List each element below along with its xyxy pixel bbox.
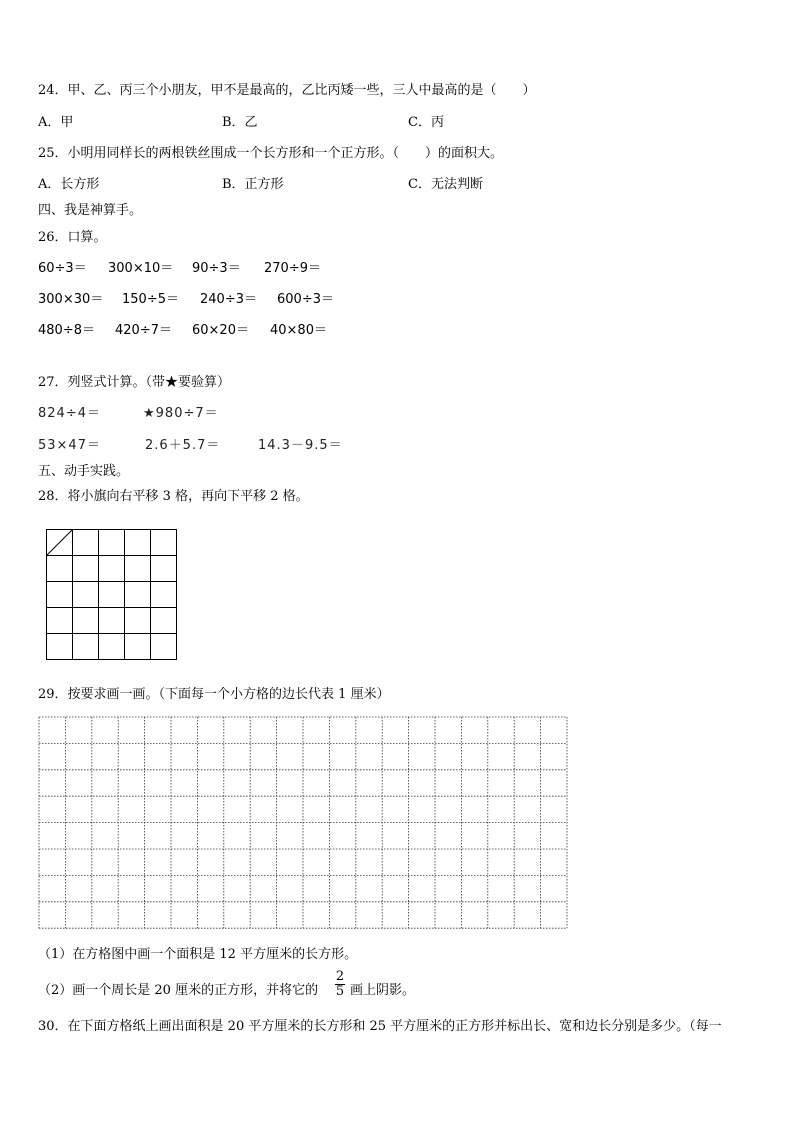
q26-item: 300×30＝ bbox=[38, 292, 104, 307]
q26-item: 40×80＝ bbox=[270, 323, 327, 338]
question-28-text: 28．将小旗向右平移 3 格，再向下平移 2 格。 bbox=[38, 489, 309, 504]
q26-item: 600÷3＝ bbox=[277, 292, 334, 307]
question-27-text: 27．列竖式计算。（带★要验算） bbox=[38, 375, 231, 390]
flag-grid bbox=[45, 528, 179, 662]
fraction-denominator: 5 bbox=[335, 984, 345, 999]
q29-sub-2-prefix: （2）画一个周长是 20 厘米的正方形，并将它的 bbox=[38, 983, 319, 998]
q26-item: 420÷7＝ bbox=[115, 323, 172, 338]
q26-item: 60×20＝ bbox=[192, 323, 249, 338]
q24-option-c: C．丙 bbox=[408, 115, 444, 130]
section-4-heading: 四、我是神算手。 bbox=[38, 203, 143, 218]
q24-option-a: A．甲 bbox=[38, 115, 74, 130]
section-5-heading: 五、动手实践。 bbox=[38, 464, 130, 479]
q26-item: 480÷8＝ bbox=[38, 323, 95, 338]
fraction-two-fifths bbox=[334, 970, 346, 998]
question-26-text: 26．口算。 bbox=[38, 230, 107, 245]
q26-item: 150÷5＝ bbox=[122, 292, 179, 307]
q25-option-b: B．正方形 bbox=[222, 177, 284, 192]
q26-item: 300×10＝ bbox=[108, 261, 174, 276]
q27-item: 2.6＋5.7＝ bbox=[145, 438, 221, 453]
q27-item: ★980÷7＝ bbox=[143, 406, 219, 421]
q26-item: 240÷3＝ bbox=[200, 292, 257, 307]
q26-item: 270÷9＝ bbox=[264, 261, 321, 276]
question-30-text: 30．在下面方格纸上画出面积是 20 平方厘米的长方形和 25 平方厘米的正方形并标出长、宽和边长分别是多少。（每一 bbox=[38, 1019, 722, 1034]
q27-item: 14.3－9.5＝ bbox=[258, 438, 343, 453]
q29-sub-1: （1）在方格图中画一个面积是 12 平方厘米的长方形。 bbox=[38, 947, 358, 962]
q26-item: 60÷3＝ bbox=[38, 261, 87, 276]
q27-item: 53×47＝ bbox=[38, 438, 101, 453]
question-29-text: 29．按要求画一画。（下面每一个小方格的边长代表 1 厘米） bbox=[38, 687, 390, 702]
q25-option-a: A．长方形 bbox=[38, 177, 100, 192]
q24-option-b: B．乙 bbox=[222, 115, 258, 130]
q25-option-c: C．无法判断 bbox=[408, 177, 483, 192]
question-25-text: 25．小明用同样长的两根铁丝围成一个长方形和一个正方形。（ ）的面积大。 bbox=[38, 146, 504, 161]
fraction-numerator: 2 bbox=[335, 969, 345, 984]
flag-shape bbox=[47, 530, 73, 556]
square-grid-paper bbox=[38, 716, 570, 929]
question-24-text: 24．甲、乙、丙三个小朋友，甲不是最高的，乙比丙矮一些，三人中最高的是（ ） bbox=[38, 83, 536, 98]
q29-sub-2-suffix: 画上阴影。 bbox=[350, 983, 416, 998]
q27-item: 824÷4＝ bbox=[38, 406, 101, 421]
q26-item: 90÷3＝ bbox=[192, 261, 241, 276]
